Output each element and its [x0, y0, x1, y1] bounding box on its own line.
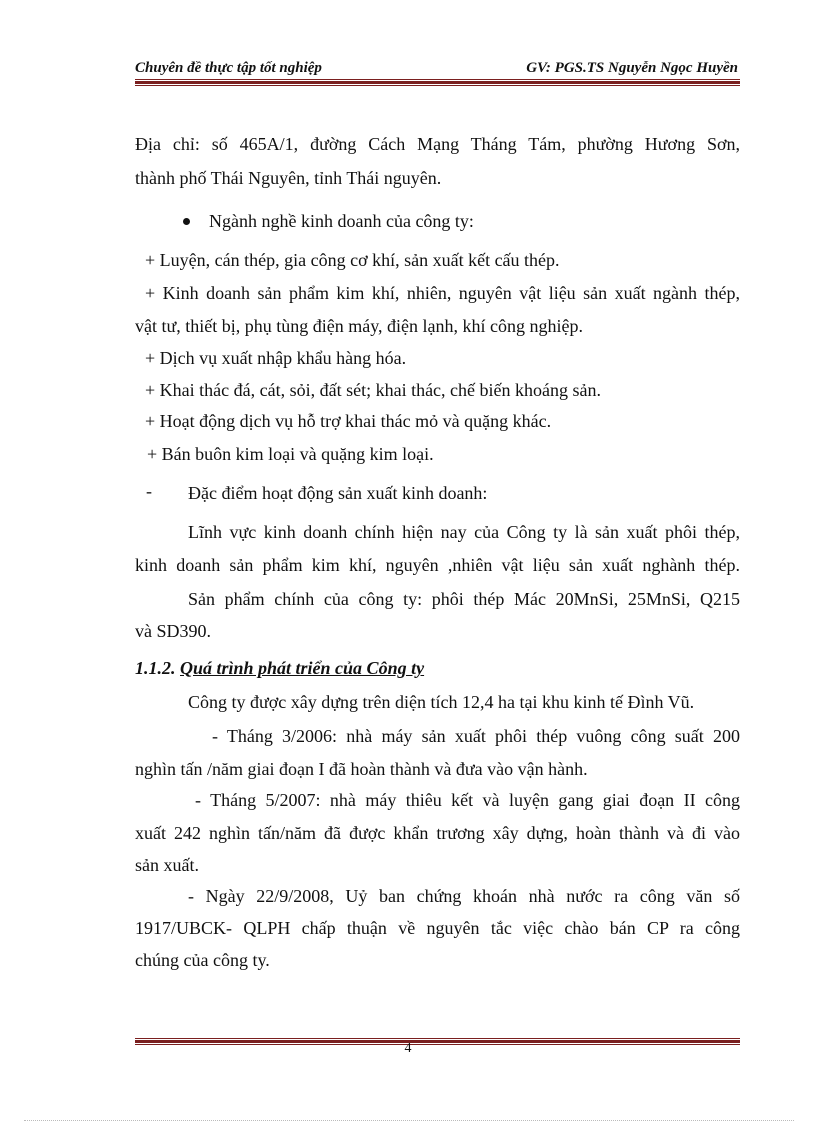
- milestone-line: xuất 242 nghìn tấn/năm đã được khẩn trương xây dựng, hoàn thành và đi vào: [135, 823, 740, 843]
- page-header: [135, 60, 740, 80]
- section-heading: [135, 658, 424, 679]
- section-number: 1.1.2.: [135, 658, 176, 678]
- business-item: + Luyện, cán thép, gia công cơ khí, sản xuất kết cấu thép.: [145, 250, 560, 270]
- business-item: + Khai thác đá, cát, sỏi, đất sét; khai thác, chế biến khoáng sản.: [145, 380, 602, 400]
- page-edge-divider: [24, 1120, 794, 1121]
- business-item: + Hoạt động dịch vụ hỗ trợ khai thác mỏ và quặng khác.: [145, 411, 552, 431]
- header-rule: [135, 79, 740, 86]
- milestone-line: sản xuất.: [135, 855, 199, 875]
- bullet-icon: [183, 218, 190, 225]
- address-line-2: thành phố Thái Nguyên, tỉnh Thái nguyên.: [135, 168, 442, 188]
- address-line-1: Địa chỉ: số 465A/1, đường Cách Mạng Tháng Tám, phường Hương Sơn,: [135, 134, 740, 154]
- milestone-line: chúng của công ty.: [135, 950, 270, 970]
- paragraph-line: và SD390.: [135, 621, 211, 641]
- business-item: + Dịch vụ xuất nhập khẩu hàng hóa.: [145, 348, 407, 368]
- page-number: 4: [404, 1041, 412, 1056]
- paragraph-line: Lĩnh vực kinh doanh chính hiện nay của Công ty là sản xuất phôi thép,: [188, 522, 740, 542]
- paragraph-line: Sản phẩm chính của công ty: phôi thép Mác 20MnSi, 25MnSi, Q215: [188, 589, 740, 609]
- dash-bullet: -: [146, 481, 152, 501]
- section-title: Quá trình phát triển của Công ty: [180, 658, 425, 678]
- milestone-line: - Tháng 3/2006: nhà máy sản xuất phôi thép vuông công suất 200: [212, 726, 740, 746]
- header-title: Chuyên đề thực tập tốt nghiệp: [135, 60, 322, 76]
- business-item: + Kinh doanh sản phẩm kim khí, nhiên, nguyên vật liệu sản xuất ngành thép,: [145, 283, 740, 303]
- header-instructor: GV: PGS.TS Nguyễn Ngọc Huyền: [526, 60, 738, 76]
- business-item: + Bán buôn kim loại và quặng kim loại.: [147, 444, 434, 464]
- features-heading: Đặc điểm hoạt động sản xuất kinh doanh:: [188, 483, 488, 503]
- paragraph-line: Công ty được xây dựng trên diện tích 12,4 ha tại khu kinh tế Đình Vũ.: [188, 692, 695, 712]
- business-item-continued: vật tư, thiết bị, phụ tùng điện máy, điện lạnh, khí công nghiệp.: [135, 316, 584, 336]
- business-heading: Ngành nghề kinh doanh của công ty:: [209, 211, 474, 231]
- milestone-line: - Ngày 22/9/2008, Uỷ ban chứng khoán nhà nước ra công văn số: [188, 886, 740, 906]
- paragraph-line: kinh doanh sản phẩm kim khí, nguyên ,nhiên vật liệu sản xuất nghành thép.: [135, 555, 740, 575]
- milestone-line: 1917/UBCK- QLPH chấp thuận về nguyên tắc việc chào bán CP ra công: [135, 918, 740, 938]
- milestone-line: - Tháng 5/2007: nhà máy thiêu kết và luyện gang giai đoạn II công: [195, 790, 740, 810]
- milestone-line: nghìn tấn /năm giai đoạn I đã hoàn thành và đưa vào vận hành.: [135, 759, 588, 779]
